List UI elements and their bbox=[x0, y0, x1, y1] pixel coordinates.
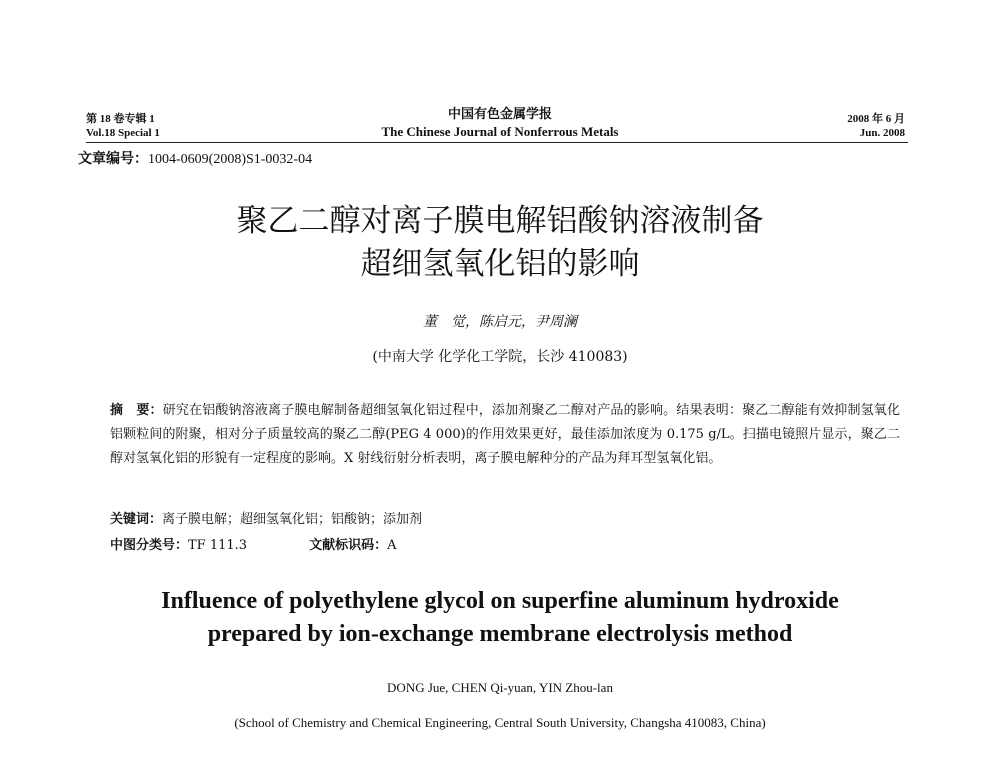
clc-label: 中图分类号： bbox=[110, 538, 189, 553]
issue-en: Vol.18 Special 1 bbox=[86, 127, 160, 139]
article-number-label: 文章编号： bbox=[78, 151, 148, 167]
affiliation-en: (School of Chemistry and Chemical Engineering, Central South University, Changsha 410083, China) bbox=[234, 715, 766, 730]
journal-name-cn: 中国有色金属学报 bbox=[447, 107, 552, 122]
journal-name-en: The Chinese Journal of Nonferrous Metals bbox=[381, 124, 619, 139]
title-en bbox=[80, 585, 920, 651]
title-cn-line1: 聚乙二醇对离子膜电解铝酸钠溶液制备 bbox=[236, 203, 764, 239]
keywords-cn bbox=[110, 509, 422, 531]
abstract-label: 摘 要： bbox=[110, 403, 163, 418]
title-cn bbox=[100, 200, 900, 286]
doc-code-label: 文献标识码： bbox=[309, 538, 388, 553]
authors-cn: 董 觉，陈启元，尹周澜 bbox=[423, 314, 577, 330]
title-en-line1: Influence of polyethylene glycol on superfine aluminum hydroxide bbox=[161, 588, 839, 614]
abstract-text: 研究在铝酸钠溶液离子膜电解制备超细氢氧化铝过程中，添加剂聚乙二醇对产品的影响。结果表明：聚乙二醇能有效抑制氢氧化铝颗粒间的附聚，相对分子质量较高的聚乙二醇(PEG 4 000)的作用效果更好，最佳添加浓度为 0.175 g/L。扫描电镜照片显示，聚乙二醇对氢氧化铝的形貌有一定程度的影响。X 射线衍射分析表明，离子膜电解种分的产品为拜耳型氢氧化铝。 bbox=[110, 403, 900, 466]
journal-date bbox=[847, 112, 905, 140]
affiliation-cn: (中南大学 化学化工学院，长沙 410083) bbox=[372, 349, 628, 365]
issue-cn: 第 18 卷专辑 1 bbox=[86, 113, 155, 125]
classification-line bbox=[110, 535, 396, 557]
header-divider bbox=[86, 142, 908, 143]
article-number bbox=[78, 150, 312, 169]
keywords-text: 离子膜电解；超细氢氧化铝；铝酸钠；添加剂 bbox=[162, 512, 423, 527]
clc-value: TF 111.3 bbox=[188, 538, 248, 553]
date-en: Jun. 2008 bbox=[859, 127, 905, 139]
doc-code-value: A bbox=[387, 538, 397, 553]
article-number-value: 1004-0609(2008)S1-0032-04 bbox=[148, 152, 313, 167]
title-en-line2: prepared by ion-exchange membrane electrolysis method bbox=[207, 621, 793, 647]
title-cn-line2: 超细氢氧化铝的影响 bbox=[360, 246, 640, 282]
abstract-cn bbox=[110, 399, 900, 471]
keywords-label: 关键词： bbox=[110, 512, 163, 527]
authors-en: DONG Jue, CHEN Qi-yuan, YIN Zhou-lan bbox=[387, 680, 613, 695]
journal-name bbox=[300, 106, 700, 140]
journal-issue bbox=[86, 112, 160, 140]
date-cn: 2008 年 6 月 bbox=[847, 113, 905, 125]
